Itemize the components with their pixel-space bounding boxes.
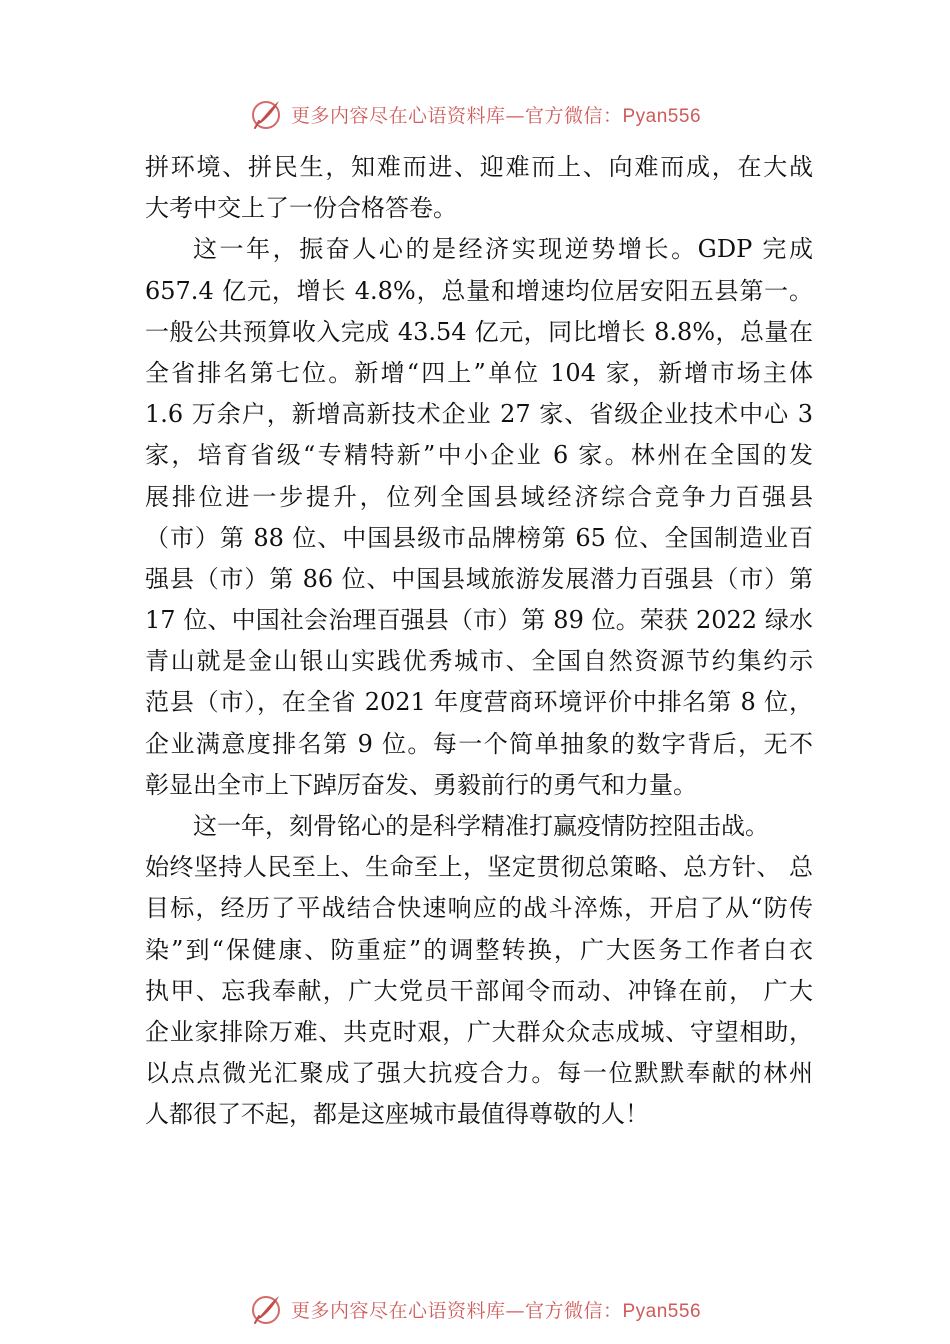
document-body — [145, 147, 813, 1136]
text-line: 1.6 万余户，新增高新技术企业 27 家、省级企业技术中心 3 — [145, 400, 813, 429]
watermark-wechat-id: Pyan556 — [622, 105, 702, 127]
text-line: 始终坚持人民至上、生命至上，坚定贯彻总策略、总方针、 总 — [145, 853, 813, 882]
text-line: 657.4 亿元，增长 4.8%，总量和增速均位居安阳五县第一。 — [145, 276, 813, 305]
text-line: 范县（市），在全省 2021 年度营商环境评价中排名第 8 位， — [145, 688, 813, 717]
text-line: 全省排名第七位。新增“四上”单位 104 家，新增市场主体 — [145, 358, 813, 387]
quill-logo-icon — [249, 97, 283, 131]
text-line: 染”到“保健康、防重症”的调整转换，广大医务工作者白衣 — [145, 935, 813, 964]
text-line: 执甲、忘我奉献，广大党员干部闻令而动、冲锋在前， 广大 — [145, 976, 813, 1005]
watermark-text — [291, 1296, 701, 1323]
text-line: 一般公共预算收入完成 43.54 亿元，同比增长 8.8%，总量在 — [145, 317, 813, 346]
text-line: 大考中交上了一份合格答卷。 — [145, 194, 457, 223]
text-line: 企业家排除万难、共克时艰，广大群众众志成城、守望相助， — [145, 1017, 813, 1046]
text-line: 目标，经历了平战结合快速响应的战斗淬炼，开启了从“防传 — [145, 894, 813, 923]
text-line: 17 位、中国社会治理百强县（市）第 89 位。荣获 2022 绿水 — [145, 606, 813, 635]
text-line: 家，培育省级“专精特新”中小企业 6 家。林州在全国的发 — [145, 441, 813, 470]
watermark-brand: 更多内容尽在心语资料库 — [290, 1299, 506, 1322]
watermark-channel: 官方微信： — [524, 1299, 623, 1322]
text-line: 以点点微光汇聚成了强大抗疫合力。每一位默默奉献的林州 — [145, 1059, 813, 1088]
text-line: 拼环境、拼民生，知难而进、迎难而上、向难而成，在大战 — [145, 153, 813, 181]
text-line: 企业满意度排名第 9 位。每一个简单抽象的数字背后，无不 — [145, 729, 813, 758]
watermark-text — [291, 101, 701, 128]
text-line: （市）第 88 位、中国县级市品牌榜第 65 位、全国制造业百 — [145, 523, 813, 552]
text-line: 这一年，刻骨铭心的是科学精准打赢疫情防控阻击战。 — [193, 812, 769, 840]
watermark-wechat-id: Pyan556 — [622, 1300, 702, 1322]
text-line: 人都很了不起，都是这座城市最值得尊敬的人！ — [145, 1100, 649, 1129]
watermark-dash: — — [505, 104, 525, 127]
text-line: 这一年，振奋人心的是经济实现逆势增长。GDP 完成 — [193, 235, 813, 264]
text-line: 展排位进一步提升，位列全国县域经济综合竞争力百强县 — [145, 482, 813, 511]
watermark-brand: 更多内容尽在心语资料库 — [290, 104, 506, 127]
watermark-dash: — — [505, 1299, 525, 1322]
text-line: 青山就是金山银山实践优秀城市、全国自然资源节约集约示 — [145, 647, 813, 676]
text-line: 强县（市）第 86 位、中国县域旅游发展潜力百强县（市）第 — [145, 564, 813, 593]
watermark-footer — [0, 1289, 950, 1329]
watermark-header — [0, 94, 950, 134]
text-line: 彰显出全市上下踔厉奋发、勇毅前行的勇气和力量。 — [145, 770, 697, 799]
quill-logo-icon — [249, 1292, 283, 1326]
watermark-channel: 官方微信： — [524, 104, 623, 127]
